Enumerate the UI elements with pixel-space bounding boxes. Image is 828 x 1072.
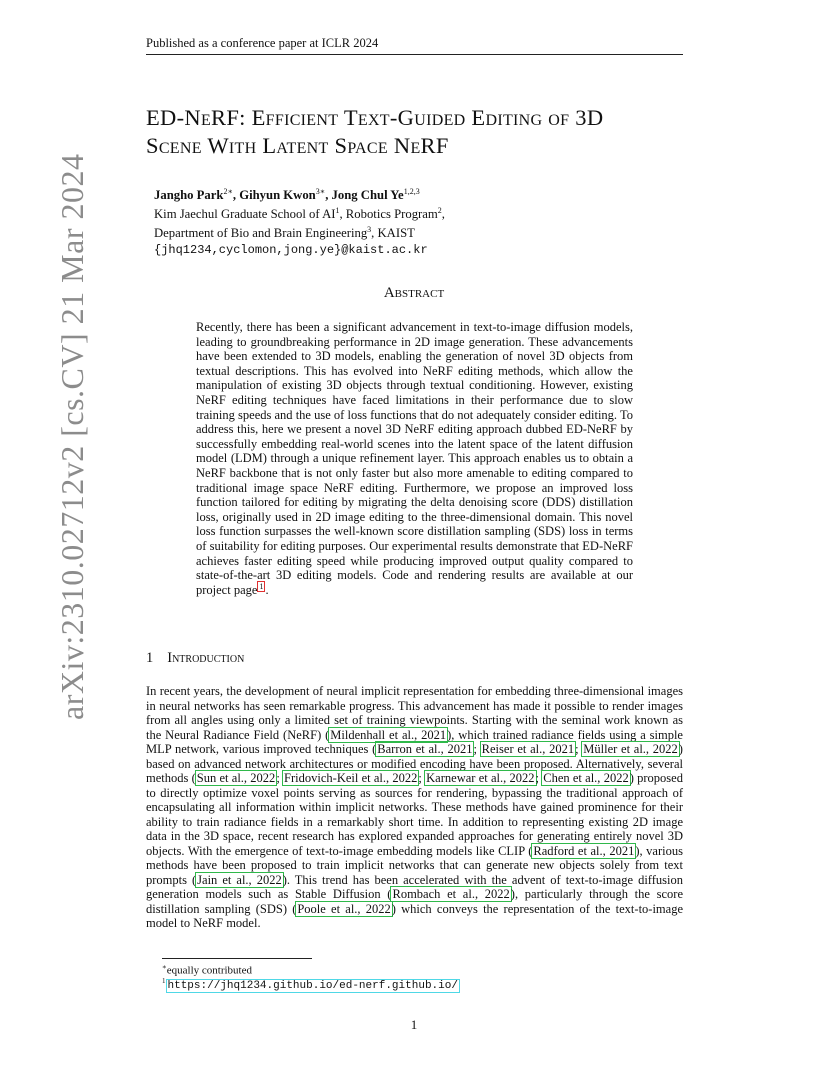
intro-paragraph: In recent years, the development of neural implicit representation for embedding three-dimensional images in neural networks has seen remarkable progress. This advancement has made it possible to render images from all angles using only a limited set of training viewpoints. Starting with the seminal work known as the Neural Radiance Field (NeRF) (Mildenhall et al., 2021), which trained radiance fields using a simple MLP network, various improved techniques (Barron et al., 2021; Reiser et al., 2021; Müller et al., 2022) based on advanced network architectures or modified encoding have been proposed. Alternatively, several methods (Sun et al., 2022; Fridovich-Keil et al., 2022; Karnewar et al., 2022; Chen et al., 2022) proposed to directly optimize voxel points serving as sources for rendering, bypassing the traditional approach of encapsulating all information within implicit networks. These methods have gained prominence for their ability to train radiance fields in a remarkably short time. In addition to representing existing 2D image data in the 3D space, recent research has explored expanded approaches for generating entirely novel 3D objects. With the emergence of text-to-image embedding models like CLIP (Radford et al., 2021), various methods have been proposed to train implicit networks that can generate new objects solely from text prompts (Jain et al., 2022). This trend has been accelerated with the advent of text-to-image diffusion generation models such as Stable Diffusion (Rombach et al., 2022), particularly through the score distillation sampling (SDS) (Poole et al., 2022) which conveys the representation of the text-to-image model to NeRF model.: [146, 684, 684, 930]
abstract-text: Recently, there has been a significant advancement in text-to-image diffusion models, leading to groundbreaking performance in 2D image generation. These advancements have been extended to 3D models, enabling the generation of novel 3D objects from textual descriptions. This has evolved into NeRF editing methods, which allow the manipulation of existing 3D objects through textual conditioning. However, existing NeRF editing techniques have faced limitations in their performance due to slow training speeds and the use of loss functions that do not adequately consider editing. To address this, here we present a novel 3D NeRF editing approach dubbed ED-NeRF by successfully embedding real-world scenes into the latent space of the latent diffusion model (LDM) through a unique refinement layer. This approach enables us to obtain a NeRF backbone that is not only faster but also more amenable to editing compared to traditional image space NeRF editing. Furthermore, we propose an improved loss function tailored for editing by migrating the delta denoising score (DDS) distillation loss, originally used in 2D image editing to the three-dimensional domain. This novel loss function surpasses the well-known score distillation sampling (SDS) loss in terms of suitability for editing purposes. Our experimental results demonstrate that ED-NeRF achieves faster editing speed while producing improved output quality compared to state-of-the-art 3D editing models. Code and rendering results are available at our project page $^1$ .: [196, 320, 633, 597]
author-emails: {jhq1234,cyclomon,jong.ye}@kaist.ac.kr: [154, 242, 428, 257]
paper-title: ED-NeRF: Efficient Text-Guided Editing of 3D Scene With Latent Space NeRF: [146, 105, 604, 158]
footnote-equal-contribution: ∗equally contributed: [162, 963, 252, 977]
footnote-link[interactable]: 1: [259, 581, 264, 591]
abstract-heading: Abstract: [383, 285, 445, 301]
footnote-rule: [162, 958, 312, 959]
citation-link[interactable]: Barron et al., 2021: [377, 742, 473, 756]
header-rule: [146, 54, 683, 55]
affiliation-line-2: Department of Bio and Brain Engineering$^3$, KAIST: [154, 225, 415, 241]
author-names: Jangho Park$^{2∗}$, Gihyun Kwon$^{3∗}$, Jong Chul Ye$^{1,2,3}$: [154, 187, 420, 203]
citation-link[interactable]: Fridovich-Keil et al., 2022: [284, 771, 418, 785]
citation-link[interactable]: Müller et al., 2022: [583, 742, 678, 756]
citation-link[interactable]: Radford et al., 2021: [533, 843, 635, 858]
citation-link[interactable]: Mildenhall et al., 2021: [330, 727, 447, 742]
citation-link[interactable]: Reiser et al., 2021: [481, 742, 575, 756]
footnote-project-url: $^1$ https://jhq1234.github.io/ed-nerf.github.io/: [162, 977, 458, 992]
citation-link[interactable]: Jain et al., 2022: [197, 872, 282, 887]
citation-link[interactable]: Karnewar et al., 2022: [426, 771, 535, 785]
running-header: Published as a conference paper at ICLR 2024: [146, 36, 379, 50]
citation-link[interactable]: Sun et al., 2022: [196, 771, 276, 785]
author-block: [154, 184, 445, 258]
citation-link[interactable]: Chen et al., 2022: [543, 771, 629, 785]
page-number: 1: [410, 1017, 418, 1032]
citation-link[interactable]: Rombach et al., 2022: [392, 887, 510, 901]
arxiv-watermark: arXiv:2310.02712v2 [cs.CV] 21 Mar 2024: [54, 153, 90, 720]
citation-link[interactable]: Poole et al., 2022: [297, 901, 391, 916]
affiliation-line-1: Kim Jaechul Graduate School of $AI^1$, Robotics Program$^2$,: [154, 206, 445, 222]
project-url-link[interactable]: https://jhq1234.github.io/ed-nerf.github.io/: [167, 979, 458, 992]
section-heading: 1 Introduction: [146, 650, 245, 666]
